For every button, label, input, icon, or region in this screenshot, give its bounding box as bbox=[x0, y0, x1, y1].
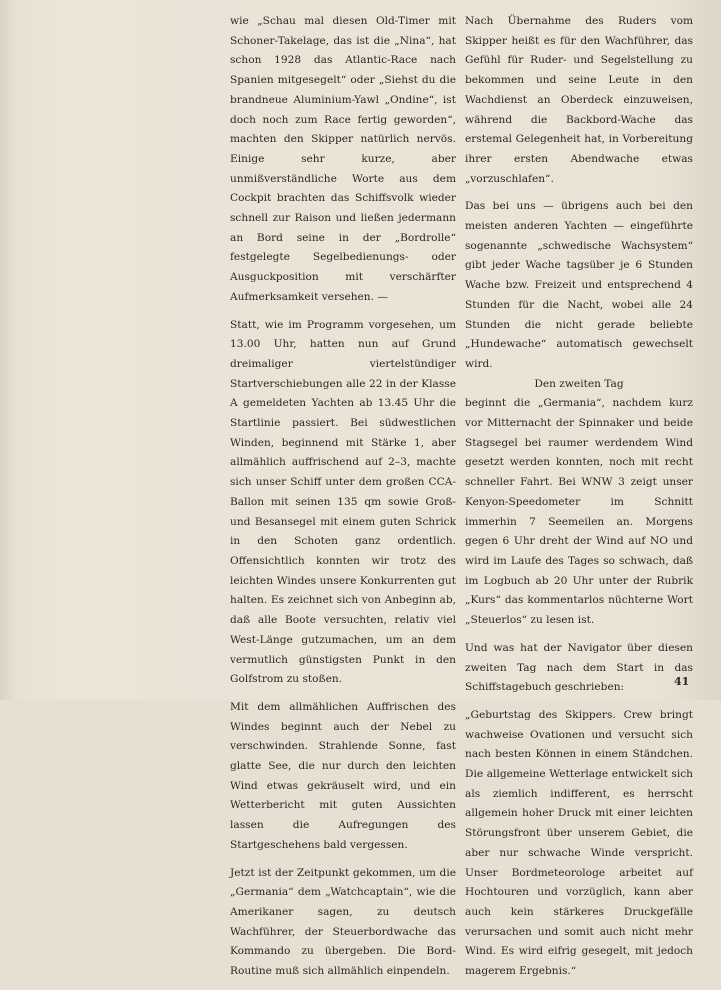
paragraph: Nach Übernahme des Ruders vom Skipper heißt es für den Wachführer, das Gefühl für Ruder- und Segelstellung zu bekommen und seine Leute in den Wachdienst an Oberdeck einzuweisen, während die Backbord-Wache das erstemal Gelegenheit hat, in Vorbereitung ihrer ersten Abendwache etwas „vorzuschlafen“. bbox=[465, 15, 693, 185]
subheading: Den zweiten Tag bbox=[534, 377, 624, 390]
paragraph: „Geburtstag des Skippers. Crew bringt wachweise Ovationen und versucht sich nach besten Können in einem Ständchen. Die allgemeine Wetterlage entwickelt sich als ziemlich indifferent, es herrscht allgemein hoher Druck mit einer leichten Störungsfront über unserem Gebiet, die aber nur schwache Winde verspricht. Unser Bordmeteorologe arbeitet auf Hochtouren und vorzüglich, kann aber auch kein stärkeres Druckgefälle verursachen und somit auch nicht mehr Wind. Es wird eifrig gesegelt, mit jedoch magerem Ergebnis.“ bbox=[465, 708, 693, 978]
paragraph: Das bei uns — übrigens auch bei den meisten anderen Yachten — eingeführte sogenannte „schwedische Wachsystem“ gibt jeder Wache tagsüber je 6 Stunden Wache bzw. Freizeit und entsprechend 4 Stunden für die Nacht, wobei alle 24 Stunden die nicht gerade beliebte „Hundewache“ automatisch gewechselt wird. bbox=[465, 200, 693, 370]
right-column bbox=[465, 12, 693, 990]
paragraph: Jetzt ist der Zeitpunkt gekommen, um die „Germania“ dem „Watchcaptain“, wie die Amerikaner sagen, zu deutsch Wachführer, der Steuerbordwache das Kommando zu übergeben. Die Bord-Routine muß sich allmählich einpendeln. bbox=[230, 866, 456, 978]
paragraph: Und was hat der Navigator über diesen zweiten Tag nach dem Start in das Schiffstagebuch geschrieben: bbox=[465, 641, 693, 694]
page-number: 41 bbox=[674, 675, 690, 688]
left-column bbox=[230, 12, 456, 990]
paragraph: wie „Schau mal diesen Old-Timer mit Schoner-Takelage, das ist die „Nina“, hat schon 1928 das Atlantic-Race nach Spanien mitgesegelt“ oder „Siehst du die brandneue Aluminium-Yawl „Ondine“, ist doch noch zum Race fertig geworden“, machten den Skipper natürlich nervös. Einige sehr kurze, aber unmißverständliche Worte aus dem Cockpit brachten das Schiffsvolk wieder schnell zur Raison und ließen jedermann an Bord seine in der „Bordrolle“ festgelegte Segelbedienungs- oder Ausguckposition mit verschärfter Aufmerksamkeit versehen. — bbox=[230, 15, 456, 303]
paragraph: Mit dem allmählichen Auffrischen des Windes beginnt auch der Nebel zu verschwinden. Strahlende Sonne, fast glatte See, die nur durch den leichten Wind etwas gekräuselt wird, und ein Wetterbericht mit guten Aussichten lassen die Aufregungen des Startgeschehens bald vergessen. bbox=[230, 700, 456, 851]
paragraph: Statt, wie im Programm vorgesehen, um 13.00 Uhr, hatten nun auf Grund dreimaliger viertelstündiger Startverschiebungen alle 22 in der Klasse A gemeldeten Yachten ab 13.45 Uhr die Startlinie passiert. Bei südwestlichen Winden, beginnend mit Stärke 1, aber allmählich auffrischend auf 2–3, machte sich unser Schiff unter dem großen CCA-Ballon mit seinen 135 qm sowie Groß- und Besansegel mit einem guten Schrick in den Schoten ganz ordentlich. Offensichtlich konnten wir trotz des leichten Windes unsere Konkurrenten gut halten. Es zeichnet sich von Anbeginn ab, daß alle Boote versuchten, relativ viel West-Länge gutzumachen, um an dem vermutlich günstigsten Punkt in den Golfstrom zu stoßen. bbox=[230, 318, 456, 686]
paragraph: beginnt die „Germania“, nachdem kurz vor Mitternacht der Spinnaker und beide Stagsegel bei raumer werdendem Wind gesetzt werden konnten, noch mit recht schneller Fahrt. Bei WNW 3 zeigt unser Kenyon-Speedometer im Schnitt immerhin 7 Seemeilen an. Morgens gegen 6 Uhr dreht der Wind auf NO und wird im Laufe des Tages so schwach, daß im Logbuch ab 20 Uhr unter der Rubrik „Kurs“ das kommentarlos nüchterne Wort „Steuerlos“ zu lesen ist. bbox=[465, 397, 693, 627]
